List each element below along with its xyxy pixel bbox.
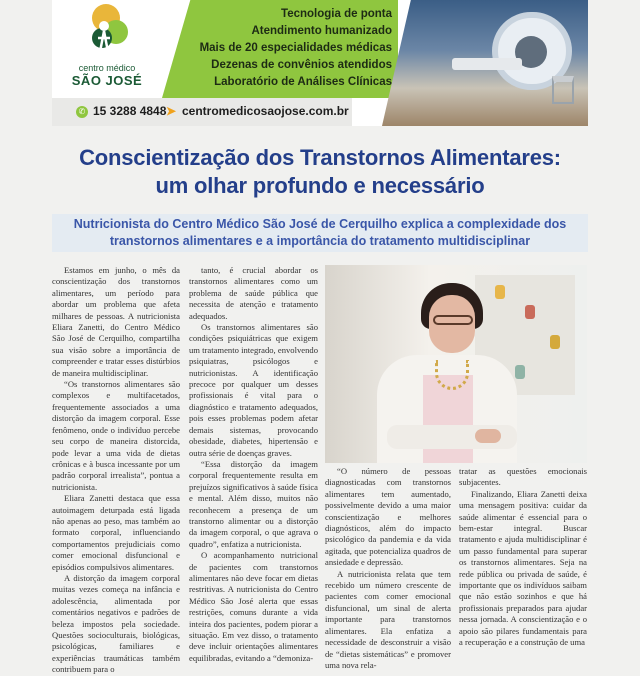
logo-emblem-icon xyxy=(82,2,138,62)
paragraph: Os transtornos alimentares são condições psiquiátricas que exigem um tratamento integrado, envolvendo psiquiatras, psicólogos e nutricionistas. A identificação precoce por qualquer um desses profissionais é vital para o diagnóstico e tratamento adequados, pois esses problemas podem afetar demais sistemas, provocando obesidade, diabetes, hipertensão e outra série de doenças graves. xyxy=(189,322,318,458)
paragraph: Eliara Zanetti destaca que essa autoimagem deturpada está ligada não apenas ao peso, mas também ao formato corporal, influenciando comportamentos prejudiciais como comer emocional disfuncional e episódios compulsivos alimentares. xyxy=(52,493,180,572)
feature-item: Tecnologia de ponta xyxy=(281,8,392,20)
feature-item: Atendimento humanizado xyxy=(251,25,392,37)
logo-name: SÃO JOSÉ xyxy=(71,73,143,88)
cursor-icon: ➤ xyxy=(166,104,177,118)
clinic-logo xyxy=(52,0,162,98)
hand-graphic xyxy=(475,429,501,443)
article-column-2 xyxy=(189,265,318,663)
feature-item: Dezenas de convênios atendidos xyxy=(211,59,392,71)
step-stool-graphic xyxy=(552,76,574,104)
logo-subtitle: centro médico xyxy=(78,63,136,73)
paragraph: “Essa distorção da imagem corporal frequentemente resulta em prejuízos significativos à saúde física e mental. Além disso, muitos não reconhecem a presença de um transtorno alimentar ou a distorção da imagem corporal, o que agrava o quadro”, enfatiza a nutricionista. xyxy=(189,458,318,549)
title-line-1: Conscientização dos Transtornos Alimentares: xyxy=(79,145,561,170)
paragraph: A distorção da imagem corporal muitas vezes começa na infância e adolescência, alimentada por comentários negativos e padrões de beleza impostos pela sociedade. Questões socioculturais, biológicas, psicológicas, familiares e experiências traumáticas também contribuem para o xyxy=(52,572,180,675)
paragraph: Finalizando, Eliara Zanetti deixa uma mensagem positiva: cuidar da saúde alimentar é essencial para o bem-estar integral. Buscar tratamento e ajuda multidisciplinar é um passo fundamental para superar os transtornos alimentares. Seja na rede pública ou privada de saúde, é importante que os indivíduos saibam que não estão sozinhos e que há profissionais preparados para ajudar nessa jornada. A conscientização e o apoio são pilares fundamentais para a recuperação e a construção de uma xyxy=(459,488,587,648)
paragraph: Estamos em junho, o mês da conscientização dos transtornos alimentares, um período para abordar um problema que afeta milhares de pessoas. A nutricionista Eliara Zanetti, do Centro Médico São José de Cerquilho, compartilha sua visão sobre a importância de compreender e tratar esses distúrbios de maneira multidisciplinar. xyxy=(52,265,180,378)
article-column-4 xyxy=(459,466,587,648)
paragraph: tanto, é crucial abordar os transtornos alimentares como um problema de saúde pública que necessita de atenção e tratamento adequados. xyxy=(189,265,318,321)
article-title xyxy=(52,144,588,200)
paragraph: O acompanhamento nutricional de pacientes com transtornos alimentares não deve focar em dietas restritivas. A nutricionista do Centro Médico São José alerta que essas restrições, comuns durante a vida inteira dos pacientes, podem piorar a situação. Em vez disso, o tratamento deve incluir orientações alimentares equilibradas, evitando a “demoniza- xyxy=(189,550,318,663)
article-column-1 xyxy=(52,265,180,675)
website-link: centromedicosaojose.com.br xyxy=(182,104,349,118)
feature-item: Laboratório de Análises Clínicas xyxy=(214,76,392,88)
whatsapp-icon: ✆ xyxy=(76,106,88,118)
article-subtitle: Nutricionista do Centro Médico São José de Cerquilho explica a complexidade dos transtornos alimentares e a importância do tratamento multidisciplinar xyxy=(52,214,588,252)
phone-number: 15 3288 4848 xyxy=(93,104,167,118)
paragraph: “O número de pessoas diagnosticadas com transtornos alimentares tem aumentado, possivelmente devido a uma maior conscientização e melhores diagnósticos, além do impacto psicológico da pandemia e da vida agitada, que potencializa quadros de ansiedade e depressão. xyxy=(325,466,451,568)
paragraph: “Os transtornos alimentares são complexos e multifacetados, frequentemente associados a uma distorção da imagem corporal. Esse fenômeno, onde o indivíduo percebe seu corpo de maneira distorcida, pode levar a uma vida de dietas crônicas e à busca incessante por um padrão corporal irrealista”, pontua a nutricionista. xyxy=(52,379,180,492)
title-line-2: um olhar profundo e necessário xyxy=(155,173,485,198)
paragraph: A nutricionista relata que tem recebido um número crescente de pacientes com comer emocional disfuncional, um sinal de alerta importante para transtornos alimentares. Ela enfatiza a necessidade de desconstruir a visão de “dietas sistemáticas” e promover uma nova rela- xyxy=(325,568,451,670)
article-column-3 xyxy=(325,466,451,670)
features-list xyxy=(177,6,392,91)
paragraph: tratar as questões emocionais subjacentes. xyxy=(459,466,587,488)
feature-item: Mais de 20 especialidades médicas xyxy=(199,42,392,54)
mri-bed-graphic xyxy=(452,58,522,70)
glasses-graphic xyxy=(433,315,473,325)
nutritionist-photo xyxy=(325,265,587,463)
